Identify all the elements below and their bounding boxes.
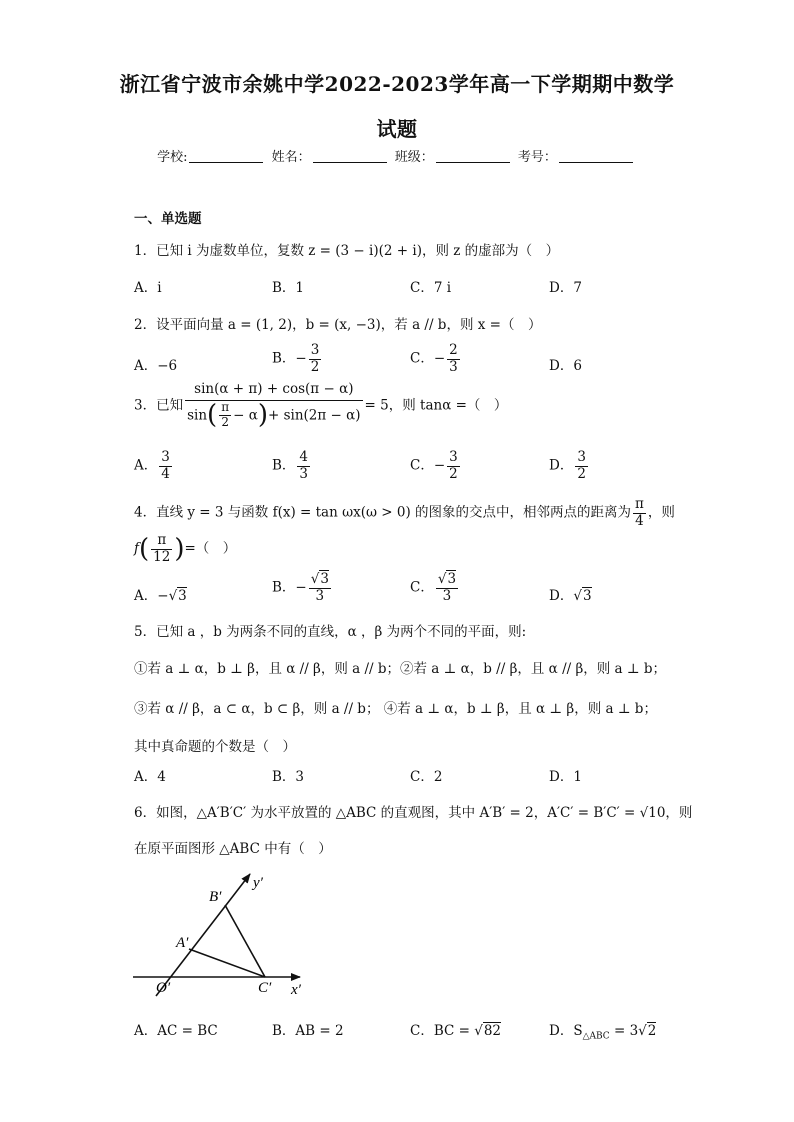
q4-option-c-prefix: C．: [410, 579, 434, 596]
q3-option-a[interactable]: [134, 450, 174, 482]
q4-option-b-prefix: B．−: [272, 579, 307, 596]
exam-number-blank[interactable]: [559, 149, 633, 163]
q3-option-a-prefix: A．: [134, 457, 158, 474]
exam-number-label: 考号：: [517, 150, 557, 165]
q3-numerator: sin(α + π) + cos(π − α): [185, 382, 362, 401]
q3-option-c[interactable]: [410, 450, 462, 482]
label-o-prime: O′: [156, 980, 171, 996]
q4-stem-line2: f( $\frac{\pi}{12}$ )=（ ）: [134, 532, 237, 565]
q3-option-b-den: 3: [299, 465, 309, 482]
q2-stem: 2．设平面向量 a = (1, 2)，b = (x, −3)，若 a // b，则 x =（ ）: [134, 317, 542, 333]
q3-fraction: [185, 382, 362, 430]
q4-stem-line1: [134, 497, 675, 529]
label-x-prime: x′: [291, 982, 301, 998]
section-title: 一、单选题: [134, 211, 202, 227]
q3-equals: = 5: [364, 397, 389, 414]
q1-option-d[interactable]: D．7: [549, 280, 582, 296]
q3-option-b-prefix: B．: [272, 457, 296, 474]
q3-stem: [134, 382, 507, 430]
q3-option-a-den: 4: [161, 465, 170, 482]
q4-option-b-root: 3: [320, 571, 329, 587]
q2-option-c[interactable]: [410, 343, 462, 375]
q6-option-d[interactable]: D．$S_{\triangle ABC} = 3√2$: [549, 1023, 657, 1042]
q6-option-d-prefix: D．S: [549, 1023, 583, 1039]
q3-prefix: 3．已知: [134, 397, 184, 414]
q3-option-d-prefix: D．: [549, 457, 574, 474]
student-info-row: [0, 146, 794, 165]
q6-figure: [128, 868, 318, 1003]
q6-option-d-mid: = 3: [609, 1023, 639, 1039]
q3-option-c-den: 2: [449, 465, 458, 482]
q3-option-a-num: 3: [161, 449, 170, 465]
q6-option-d-root: 2: [647, 1023, 657, 1039]
q3-den-two: 2: [221, 414, 229, 429]
q5-option-b[interactable]: B．3: [272, 769, 305, 785]
q2-option-b-num: 3: [310, 342, 320, 358]
q4-line2-rest: =（ ）: [184, 540, 237, 557]
label-b-prime: B′: [209, 889, 222, 905]
q3-den-rest: + sin(2π − α): [267, 406, 361, 423]
q4-option-a-root: 3: [178, 588, 187, 604]
q1-option-b[interactable]: B．1: [272, 280, 305, 296]
q4-line2-num: π: [151, 533, 172, 550]
q5-stem: 5．已知 a ，b 为两条不同的直线，α ，β 为两个不同的平面，则:: [134, 624, 527, 640]
school-label: 学校:: [157, 150, 188, 165]
q4-option-d-prefix: D．: [549, 588, 574, 604]
q6-line1: 6．如图，△A′B′C′ 为水平放置的 △ABC 的直观图，其中 A′B′ = 2，A′C′ = B′C′ = √10，则: [134, 805, 693, 821]
q2-option-c-den: 3: [449, 358, 458, 375]
q6-option-c-root: 82: [483, 1023, 502, 1039]
q5-line2: ③若 α // β，a ⊂ α，b ⊂ β，则 a // b； ④若 a ⊥ α，b ⊥ β，且 α ⊥ β，则 a ⊥ b；: [134, 701, 657, 717]
q1-option-a[interactable]: A．i: [134, 280, 162, 296]
q4-stem-a: 4．直线 y = 3 与函数 f(x) = tan ωx(ω > 0) 的图象的交点中，相邻两点的距离为: [134, 504, 632, 521]
segment-a-c: [189, 949, 265, 977]
q6-option-d-sub: △ABC: [582, 1031, 610, 1042]
document-title-line2: 试题: [376, 117, 418, 141]
q4-option-c-root: 3: [447, 571, 457, 587]
q1-stem: 1．已知 i 为虚数单位，复数 z = (3 − i)(2 + i)，则 z 的虚部为（ ）: [134, 243, 560, 259]
q4-line2-den: 12: [153, 548, 171, 565]
q1-option-c[interactable]: C．7 i: [410, 280, 452, 296]
q4-option-b[interactable]: B．− $\frac{√3}{3}$: [272, 571, 329, 604]
q3-option-c-num: 3: [449, 449, 458, 465]
q4-option-c[interactable]: C． $\frac{√3}{3}$: [410, 571, 457, 604]
q3-den-sin: sin: [187, 406, 208, 423]
q4-line2-f: f: [134, 540, 139, 557]
q4-option-c-den: 3: [442, 587, 452, 604]
q5-option-d[interactable]: D．1: [549, 769, 582, 785]
q3-option-d[interactable]: [549, 450, 590, 482]
q3-option-c-prefix: C．−: [410, 457, 446, 474]
q5-line3: 其中真命题的个数是（ ）: [134, 739, 296, 755]
q3-suffix: ，则 tanα =（ ）: [388, 397, 508, 414]
q6-option-a[interactable]: A．AC = BC: [134, 1023, 218, 1039]
q3-option-d-num: 3: [577, 449, 586, 465]
q6-line2: 在原平面图形 △ABC 中有（ ）: [134, 841, 332, 857]
class-blank[interactable]: [436, 149, 510, 163]
q5-line1: ①若 a ⊥ α，b ⊥ β，且 α // β，则 a // b；②若 a ⊥ α，b // β，且 α // β，则 a ⊥ b；: [134, 661, 667, 677]
q2-option-c-prefix: C．−: [410, 350, 446, 367]
q4-frac-num: π: [635, 496, 644, 512]
label-a-prime: A′: [176, 935, 189, 951]
q5-option-c[interactable]: C．2: [410, 769, 443, 785]
label-c-prime: C′: [258, 980, 272, 996]
q4-option-a[interactable]: A．−√3: [134, 588, 187, 604]
q4-option-d-root: 3: [582, 588, 592, 604]
q5-option-a[interactable]: A．4: [134, 769, 166, 785]
q4-option-a-prefix: A．−: [134, 588, 169, 604]
q6-option-c[interactable]: C．BC = √82: [410, 1023, 502, 1039]
name-blank[interactable]: [313, 149, 387, 163]
q4-frac-den: 4: [635, 512, 644, 529]
q2-option-b-den: 2: [310, 358, 320, 375]
q3-option-d-den: 2: [577, 465, 586, 482]
q3-option-b[interactable]: [272, 450, 312, 482]
q2-option-a[interactable]: A．−6: [134, 358, 178, 374]
q3-den-minus-alpha: − α: [233, 406, 258, 423]
q3-den-pi: π: [221, 400, 230, 415]
q2-option-d[interactable]: D．6: [549, 358, 582, 374]
q3-option-b-num: 4: [299, 449, 309, 465]
q4-option-d[interactable]: D．√3: [549, 588, 592, 604]
school-blank[interactable]: [189, 149, 263, 163]
name-label: 姓名：: [271, 150, 311, 165]
q3-denominator: sin( $\frac{\pi}{2}$ − α)+ sin(2π − α): [187, 399, 361, 430]
q4-stem-b: ，则: [647, 504, 675, 521]
q2-option-b[interactable]: [272, 343, 323, 375]
class-label: 班级：: [394, 150, 434, 165]
q6-option-c-prefix: C．BC =: [410, 1023, 475, 1039]
q2-option-b-prefix: B．−: [272, 350, 307, 367]
document-title-line1: 浙江省宁波市余姚中学2022-2023学年高一下学期期中数学: [119, 72, 675, 96]
q2-option-c-num: 2: [449, 342, 458, 358]
q6-option-b[interactable]: B．AB = 2: [272, 1023, 344, 1039]
q4-option-b-den: 3: [315, 587, 325, 604]
segment-b-c: [225, 905, 265, 977]
label-y-prime: y′: [253, 875, 263, 891]
